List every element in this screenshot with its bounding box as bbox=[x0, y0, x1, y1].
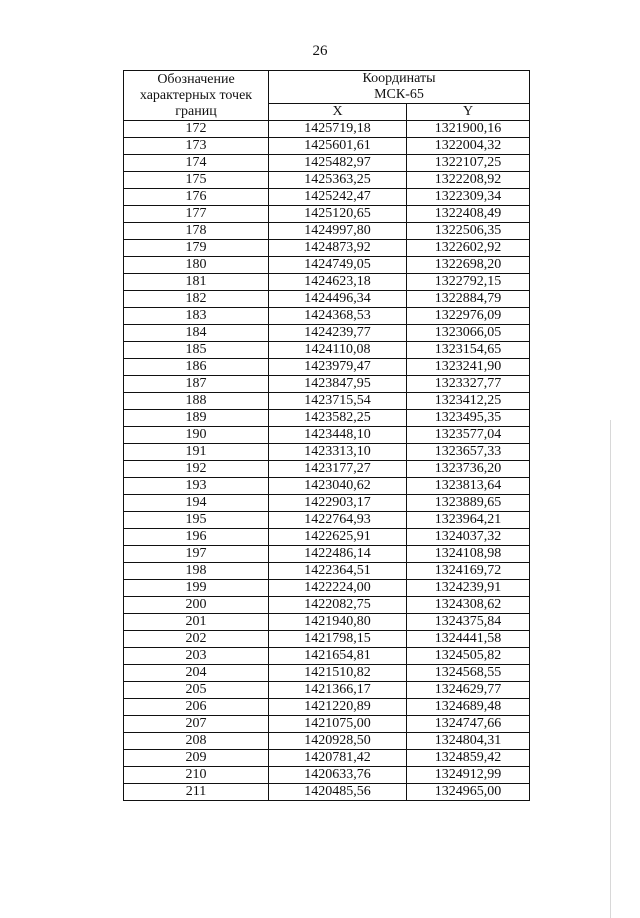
x-column-header: X bbox=[269, 104, 407, 121]
table-row bbox=[124, 563, 530, 580]
table-row bbox=[124, 512, 530, 529]
y-coordinate-cell: 1324505,82 bbox=[407, 648, 530, 665]
table-row bbox=[124, 546, 530, 563]
coordinates-table bbox=[123, 70, 530, 801]
table-row bbox=[124, 393, 530, 410]
table-row bbox=[124, 121, 530, 138]
x-coordinate-cell: 1424623,18 bbox=[269, 274, 407, 291]
x-coordinate-cell: 1421654,81 bbox=[269, 648, 407, 665]
y-coordinate-cell: 1321900,16 bbox=[407, 121, 530, 138]
table-row bbox=[124, 750, 530, 767]
table-row bbox=[124, 376, 530, 393]
point-number-cell: 206 bbox=[124, 699, 269, 716]
point-designation-header-line: характерных точек bbox=[139, 87, 253, 103]
point-number-cell: 195 bbox=[124, 512, 269, 529]
x-coordinate-cell: 1423177,27 bbox=[269, 461, 407, 478]
point-number-cell: 193 bbox=[124, 478, 269, 495]
point-number-cell: 186 bbox=[124, 359, 269, 376]
point-number-cell: 207 bbox=[124, 716, 269, 733]
y-coordinate-cell: 1324169,72 bbox=[407, 563, 530, 580]
page-number: 26 bbox=[312, 43, 328, 59]
point-number-cell: 184 bbox=[124, 325, 269, 342]
point-number-cell: 205 bbox=[124, 682, 269, 699]
table-row bbox=[124, 189, 530, 206]
table-row bbox=[124, 172, 530, 189]
x-coordinate-cell: 1423582,25 bbox=[269, 410, 407, 427]
table-row bbox=[124, 682, 530, 699]
point-number-cell: 209 bbox=[124, 750, 269, 767]
table-row bbox=[124, 648, 530, 665]
point-number-cell: 202 bbox=[124, 631, 269, 648]
table-row bbox=[124, 410, 530, 427]
table-row bbox=[124, 784, 530, 801]
point-designation-header-line: границ bbox=[175, 103, 217, 119]
table-row bbox=[124, 529, 530, 546]
x-coordinate-cell: 1424110,08 bbox=[269, 342, 407, 359]
y-coordinate-cell: 1324689,48 bbox=[407, 699, 530, 716]
table-row bbox=[124, 478, 530, 495]
scan-artifact-line bbox=[610, 420, 611, 918]
x-coordinate-cell: 1421220,89 bbox=[269, 699, 407, 716]
point-number-cell: 211 bbox=[124, 784, 269, 801]
x-coordinate-cell: 1421510,82 bbox=[269, 665, 407, 682]
y-coordinate-cell: 1324965,00 bbox=[407, 784, 530, 801]
table-row bbox=[124, 325, 530, 342]
y-coordinate-cell: 1323327,77 bbox=[407, 376, 530, 393]
y-coordinate-cell: 1323066,05 bbox=[407, 325, 530, 342]
table-row bbox=[124, 699, 530, 716]
y-coordinate-cell: 1322698,20 bbox=[407, 257, 530, 274]
y-coordinate-cell: 1324037,32 bbox=[407, 529, 530, 546]
x-coordinate-cell: 1420781,42 bbox=[269, 750, 407, 767]
y-coordinate-cell: 1323577,04 bbox=[407, 427, 530, 444]
point-number-cell: 174 bbox=[124, 155, 269, 172]
x-coordinate-cell: 1423040,62 bbox=[269, 478, 407, 495]
point-number-cell: 182 bbox=[124, 291, 269, 308]
y-coordinate-cell: 1322408,49 bbox=[407, 206, 530, 223]
y-coordinate-cell: 1322976,09 bbox=[407, 308, 530, 325]
y-coordinate-cell: 1324629,77 bbox=[407, 682, 530, 699]
x-coordinate-cell: 1424749,05 bbox=[269, 257, 407, 274]
y-column-header: Y bbox=[407, 104, 530, 121]
coordinates-header-line: Координаты bbox=[362, 71, 436, 86]
x-coordinate-cell: 1421798,15 bbox=[269, 631, 407, 648]
x-coordinate-cell: 1421366,17 bbox=[269, 682, 407, 699]
table-row bbox=[124, 716, 530, 733]
x-coordinate-cell: 1422764,93 bbox=[269, 512, 407, 529]
x-coordinate-cell: 1422486,14 bbox=[269, 546, 407, 563]
x-coordinate-cell: 1425120,65 bbox=[269, 206, 407, 223]
table-row bbox=[124, 767, 530, 784]
point-number-cell: 179 bbox=[124, 240, 269, 257]
y-coordinate-cell: 1322208,92 bbox=[407, 172, 530, 189]
table-row bbox=[124, 138, 530, 155]
point-designation-header bbox=[124, 71, 269, 121]
y-coordinate-cell: 1323495,35 bbox=[407, 410, 530, 427]
y-coordinate-cell: 1322602,92 bbox=[407, 240, 530, 257]
x-coordinate-cell: 1422364,51 bbox=[269, 563, 407, 580]
table-row bbox=[124, 342, 530, 359]
point-number-cell: 175 bbox=[124, 172, 269, 189]
point-number-cell: 199 bbox=[124, 580, 269, 597]
point-number-cell: 208 bbox=[124, 733, 269, 750]
point-number-cell: 185 bbox=[124, 342, 269, 359]
x-coordinate-cell: 1423715,54 bbox=[269, 393, 407, 410]
x-coordinate-cell: 1422224,00 bbox=[269, 580, 407, 597]
y-coordinate-cell: 1322309,34 bbox=[407, 189, 530, 206]
x-coordinate-cell: 1422625,91 bbox=[269, 529, 407, 546]
point-number-cell: 177 bbox=[124, 206, 269, 223]
y-coordinate-cell: 1322107,25 bbox=[407, 155, 530, 172]
point-number-cell: 190 bbox=[124, 427, 269, 444]
point-number-cell: 183 bbox=[124, 308, 269, 325]
point-number-cell: 181 bbox=[124, 274, 269, 291]
point-number-cell: 191 bbox=[124, 444, 269, 461]
y-coordinate-cell: 1322506,35 bbox=[407, 223, 530, 240]
table-row bbox=[124, 308, 530, 325]
y-coordinate-cell: 1324308,62 bbox=[407, 597, 530, 614]
point-number-cell: 203 bbox=[124, 648, 269, 665]
point-number-cell: 192 bbox=[124, 461, 269, 478]
x-coordinate-cell: 1422903,17 bbox=[269, 495, 407, 512]
table-row bbox=[124, 206, 530, 223]
y-coordinate-cell: 1323241,90 bbox=[407, 359, 530, 376]
y-coordinate-cell: 1323412,25 bbox=[407, 393, 530, 410]
y-coordinate-cell: 1324441,58 bbox=[407, 631, 530, 648]
table-row bbox=[124, 495, 530, 512]
point-number-cell: 172 bbox=[124, 121, 269, 138]
point-number-cell: 178 bbox=[124, 223, 269, 240]
point-number-cell: 187 bbox=[124, 376, 269, 393]
x-coordinate-cell: 1425482,97 bbox=[269, 155, 407, 172]
table-row bbox=[124, 257, 530, 274]
y-coordinate-cell: 1324804,31 bbox=[407, 733, 530, 750]
y-coordinate-cell: 1323964,21 bbox=[407, 512, 530, 529]
point-number-cell: 200 bbox=[124, 597, 269, 614]
point-number-cell: 197 bbox=[124, 546, 269, 563]
y-coordinate-cell: 1322004,32 bbox=[407, 138, 530, 155]
table-row bbox=[124, 461, 530, 478]
x-coordinate-cell: 1420633,76 bbox=[269, 767, 407, 784]
x-coordinate-cell: 1424997,80 bbox=[269, 223, 407, 240]
point-number-cell: 210 bbox=[124, 767, 269, 784]
table-row bbox=[124, 291, 530, 308]
y-coordinate-cell: 1324568,55 bbox=[407, 665, 530, 682]
y-coordinate-cell: 1324747,66 bbox=[407, 716, 530, 733]
table-header bbox=[124, 71, 530, 121]
x-coordinate-cell: 1425719,18 bbox=[269, 121, 407, 138]
point-number-cell: 188 bbox=[124, 393, 269, 410]
y-coordinate-cell: 1322884,79 bbox=[407, 291, 530, 308]
x-coordinate-cell: 1424239,77 bbox=[269, 325, 407, 342]
y-coordinate-cell: 1324912,99 bbox=[407, 767, 530, 784]
point-number-cell: 194 bbox=[124, 495, 269, 512]
x-coordinate-cell: 1423847,95 bbox=[269, 376, 407, 393]
x-coordinate-cell: 1421075,00 bbox=[269, 716, 407, 733]
point-designation-header-line: Обозначение bbox=[157, 71, 235, 87]
x-coordinate-cell: 1423313,10 bbox=[269, 444, 407, 461]
x-coordinate-cell: 1424496,34 bbox=[269, 291, 407, 308]
y-coordinate-cell: 1324239,91 bbox=[407, 580, 530, 597]
table-row bbox=[124, 580, 530, 597]
table-body bbox=[124, 121, 530, 801]
y-coordinate-cell: 1323154,65 bbox=[407, 342, 530, 359]
y-coordinate-cell: 1323889,65 bbox=[407, 495, 530, 512]
x-coordinate-cell: 1420928,50 bbox=[269, 733, 407, 750]
point-number-cell: 198 bbox=[124, 563, 269, 580]
point-number-cell: 173 bbox=[124, 138, 269, 155]
table-row bbox=[124, 444, 530, 461]
y-coordinate-cell: 1323657,33 bbox=[407, 444, 530, 461]
y-coordinate-cell: 1324375,84 bbox=[407, 614, 530, 631]
table-row bbox=[124, 631, 530, 648]
x-coordinate-cell: 1424368,53 bbox=[269, 308, 407, 325]
y-coordinate-cell: 1324859,42 bbox=[407, 750, 530, 767]
table-row bbox=[124, 597, 530, 614]
table-row bbox=[124, 155, 530, 172]
table-row bbox=[124, 733, 530, 750]
x-coordinate-cell: 1425601,61 bbox=[269, 138, 407, 155]
table-row bbox=[124, 240, 530, 257]
y-coordinate-cell: 1322792,15 bbox=[407, 274, 530, 291]
point-number-cell: 180 bbox=[124, 257, 269, 274]
point-number-cell: 201 bbox=[124, 614, 269, 631]
x-coordinate-cell: 1424873,92 bbox=[269, 240, 407, 257]
table-row bbox=[124, 427, 530, 444]
point-number-cell: 196 bbox=[124, 529, 269, 546]
x-coordinate-cell: 1422082,75 bbox=[269, 597, 407, 614]
x-coordinate-cell: 1423448,10 bbox=[269, 427, 407, 444]
point-number-cell: 176 bbox=[124, 189, 269, 206]
table-row bbox=[124, 614, 530, 631]
x-coordinate-cell: 1420485,56 bbox=[269, 784, 407, 801]
y-coordinate-cell: 1323813,64 bbox=[407, 478, 530, 495]
table-row bbox=[124, 359, 530, 376]
y-coordinate-cell: 1324108,98 bbox=[407, 546, 530, 563]
coordinates-header bbox=[269, 71, 530, 104]
point-number-cell: 204 bbox=[124, 665, 269, 682]
table-row bbox=[124, 223, 530, 240]
table-row bbox=[124, 274, 530, 291]
coordinates-header-line: МСК-65 bbox=[374, 87, 424, 102]
x-coordinate-cell: 1425242,47 bbox=[269, 189, 407, 206]
x-coordinate-cell: 1423979,47 bbox=[269, 359, 407, 376]
y-coordinate-cell: 1323736,20 bbox=[407, 461, 530, 478]
table-row bbox=[124, 665, 530, 682]
x-coordinate-cell: 1421940,80 bbox=[269, 614, 407, 631]
x-coordinate-cell: 1425363,25 bbox=[269, 172, 407, 189]
point-number-cell: 189 bbox=[124, 410, 269, 427]
